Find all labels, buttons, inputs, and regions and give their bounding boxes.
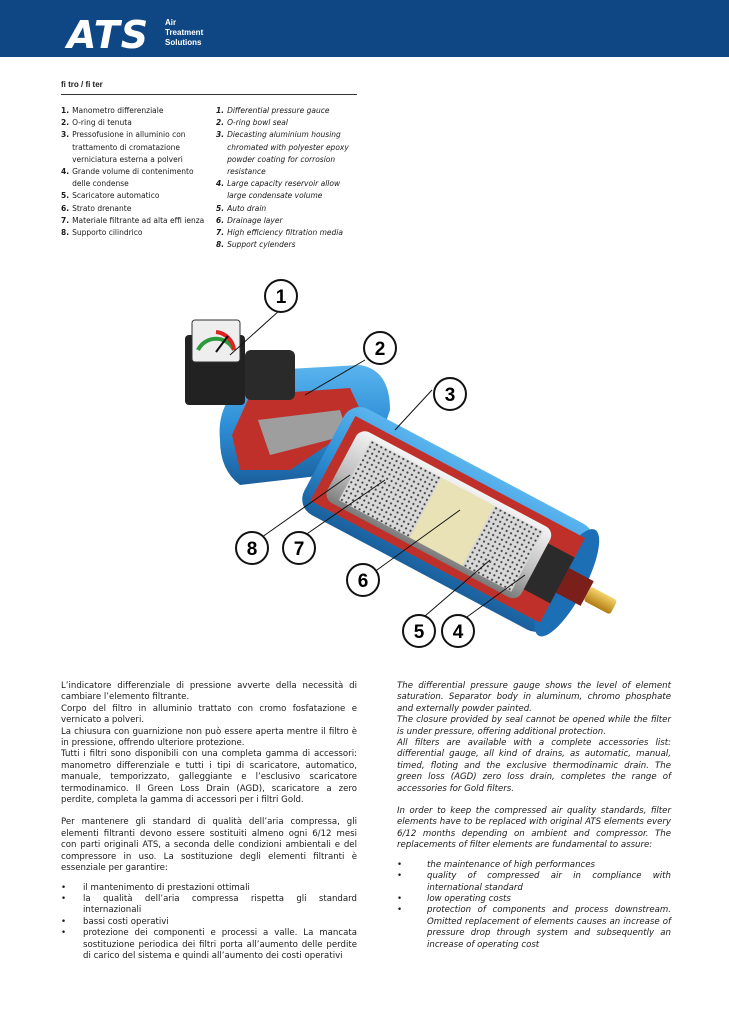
bullet-text: protezione dei componenti e processi a valle. La mancata sostituzione periodica dei filtri porta all’aumento delle perdite di carico del sistema e quindi all’aumento dei costi operativi bbox=[83, 928, 357, 961]
bullet-icon: • bbox=[397, 905, 403, 916]
bullet-text: the maintenance of high performances bbox=[427, 859, 596, 870]
spacer bbox=[397, 795, 671, 806]
paragraph: In order to keep the compressed air quality standards, filter elements have to be replaced with original ATS elements every 6/12 months depending on ambient and compressor. The replacements of filter elements are fundamental to assure: bbox=[397, 806, 671, 851]
item-number: 5. bbox=[61, 191, 70, 201]
section-title: fi tro / fi ter bbox=[61, 80, 103, 89]
svg-text:2: 2 bbox=[374, 339, 386, 360]
list-item bbox=[216, 227, 366, 239]
list-item bbox=[61, 203, 221, 215]
paragraph: The differential pressure gauge shows the level of element saturation. Separator body in aluminum, chromo phosphate and externally powder painted. bbox=[397, 681, 671, 714]
item-text: Strato drenante bbox=[72, 203, 132, 213]
item-text: O-ring bowl seal bbox=[227, 118, 288, 128]
item-text: O-ring di tenuta bbox=[72, 118, 132, 128]
bullet-text: quality of compressed air in compliance with international standard bbox=[427, 871, 671, 893]
list-item bbox=[216, 129, 366, 178]
paragraph: Tutti i filtri sono disponibili con una completa gamma di accessori: manometro differenziale e tutti i tipi di scaricatore, automatico, manuale, temporizzato, galleggiante e l’esclusivo scaricatore termodinamico. Il Green Loss Drain (AGD), scaricatore a zero perdite, completa la gamma di accessori per i filtri Gold. bbox=[61, 749, 357, 806]
list-item bbox=[216, 105, 366, 117]
list-item bbox=[61, 227, 221, 239]
bullet-text: protection of components and process downstream. Omitted replacement of elements causes an increase of pressure drop through system and subsequently an increase of operating cost bbox=[427, 905, 671, 950]
parts-list-english bbox=[216, 105, 366, 251]
list-item bbox=[216, 178, 366, 202]
description-english bbox=[397, 681, 671, 951]
callout-5 bbox=[403, 615, 435, 647]
item-number: 7. bbox=[216, 228, 225, 238]
list-item bbox=[216, 215, 366, 227]
benefits-list bbox=[61, 883, 357, 963]
bullet-text: bassi costi operativi bbox=[83, 916, 169, 927]
paragraph: La chiusura con guarnizione non può essere aperta mentre il filtro è in pressione, offrendo ulteriore protezione. bbox=[61, 726, 357, 749]
pressure-gauge bbox=[185, 320, 295, 405]
bullet-icon: • bbox=[397, 871, 403, 882]
bullet-text: il mantenimento di prestazioni ottimali bbox=[83, 882, 250, 893]
item-number: 7. bbox=[61, 215, 70, 225]
paragraph: L’indicatore differenziale di pressione avverte della necessità di cambiare l’elemento filtrante. bbox=[61, 681, 357, 703]
bullet-icon: • bbox=[397, 893, 403, 904]
item-text: Support cylenders bbox=[227, 240, 296, 250]
bullet-icon: • bbox=[61, 882, 67, 893]
item-text: Differential pressure gauce bbox=[227, 106, 330, 115]
tagline-line: Air bbox=[165, 18, 177, 27]
svg-text:1: 1 bbox=[275, 287, 287, 308]
callout-6 bbox=[347, 564, 379, 596]
parts-list-italian bbox=[61, 105, 221, 239]
bullet-icon: • bbox=[61, 928, 67, 939]
bullet-icon: • bbox=[397, 859, 403, 870]
callout-8 bbox=[236, 532, 268, 564]
item-number: 4. bbox=[216, 179, 225, 189]
item-number: 8. bbox=[216, 240, 225, 250]
list-item bbox=[61, 117, 221, 129]
callout-3 bbox=[434, 378, 466, 410]
item-text: Large capacity reservoir allow large condensate volume bbox=[227, 179, 341, 201]
bullet-icon: • bbox=[61, 916, 67, 927]
description-italian bbox=[61, 681, 357, 962]
list-item bbox=[61, 894, 357, 917]
list-item bbox=[216, 203, 366, 215]
callout-4 bbox=[442, 615, 474, 647]
item-number: 2. bbox=[216, 118, 225, 128]
list-item bbox=[61, 166, 221, 190]
list-item bbox=[397, 905, 671, 951]
item-text: Pressofusione in alluminio con trattamento di cromatazione verniciatura esterna a polveri bbox=[72, 130, 186, 164]
tagline-line: Solutions bbox=[165, 38, 202, 47]
callout-7 bbox=[283, 532, 315, 564]
title-divider bbox=[61, 94, 357, 95]
item-text: Diecasting aluminium housing chromated with polyester epoxy powder coating for corrosion resistance bbox=[227, 130, 349, 177]
svg-text:3: 3 bbox=[444, 385, 456, 406]
header-bar bbox=[0, 0, 729, 57]
list-item bbox=[61, 928, 357, 962]
list-item bbox=[61, 883, 357, 894]
paragraph: Corpo del filtro in alluminio trattato con cromo fosfatazione e vernicato a polveri. bbox=[61, 703, 357, 726]
svg-text:8: 8 bbox=[246, 539, 258, 560]
list-item bbox=[216, 117, 366, 129]
logo-tagline bbox=[165, 18, 203, 48]
paragraph: Per mantenere gli standard di qualità dell’aria compressa, gli elementi filtranti devono essere sostituiti almeno ogni 6/12 mesi con parti originali ATS, a seconda delle condizioni ambientali e del compressore in uso. La sostituzione degli elementi filtranti è essenziale per garantire: bbox=[61, 817, 357, 874]
item-number: 2. bbox=[61, 118, 70, 128]
bullet-text: la qualità dell’aria compressa rispetta gli standard internazionali bbox=[83, 893, 357, 916]
list-item bbox=[61, 105, 221, 117]
item-number: 8. bbox=[61, 228, 70, 238]
svg-text:4: 4 bbox=[452, 622, 464, 643]
ats-logo: ATS bbox=[67, 13, 150, 57]
list-item bbox=[397, 871, 671, 894]
list-item bbox=[397, 894, 671, 905]
item-number: 1. bbox=[61, 106, 70, 115]
paragraph: All filters are available with a complete accessories list: differential gauge, all kind of drains, as automatic, manual, timed, floting and the exclusive thermodinamic drain. The green loss (AGD) zero loss drain, completes the range of accessories for Gold filters. bbox=[397, 738, 671, 794]
spacer bbox=[61, 806, 357, 817]
tagline-line: Treatment bbox=[165, 28, 204, 37]
item-text: Manometro differenziale bbox=[72, 106, 164, 115]
item-text: Grande volume di contenimento delle condense bbox=[72, 167, 194, 189]
paragraph: The closure provided by seal cannot be opened while the filter is under pressure, offering additional protection. bbox=[397, 715, 671, 737]
filter-bowl bbox=[293, 401, 620, 650]
item-text: Auto drain bbox=[227, 203, 267, 213]
list-item bbox=[397, 860, 671, 871]
item-number: 3. bbox=[216, 130, 225, 140]
callout-1 bbox=[265, 280, 297, 312]
item-text: Materiale filtrante ad alta effi ienza bbox=[72, 215, 205, 225]
item-text: Drainage layer bbox=[227, 215, 283, 225]
bullet-icon: • bbox=[61, 893, 67, 904]
item-number: 6. bbox=[61, 203, 70, 213]
bullet-text: low operating costs bbox=[427, 893, 511, 904]
list-item bbox=[61, 129, 221, 166]
benefits-list bbox=[397, 860, 671, 951]
svg-text:6: 6 bbox=[357, 571, 369, 592]
svg-text:7: 7 bbox=[293, 539, 305, 560]
item-number: 4. bbox=[61, 167, 70, 177]
item-text: Supporto cilindrico bbox=[72, 228, 143, 238]
item-number: 5. bbox=[216, 203, 225, 213]
list-item bbox=[61, 917, 357, 928]
item-text: Scaricatore automatico bbox=[72, 191, 160, 201]
item-number: 6. bbox=[216, 215, 225, 225]
list-item bbox=[61, 215, 221, 227]
svg-text:5: 5 bbox=[413, 622, 425, 643]
filter-cutaway-illustration bbox=[170, 270, 620, 650]
list-item bbox=[216, 239, 366, 251]
item-number: 1. bbox=[216, 106, 225, 115]
callout-2 bbox=[364, 332, 396, 364]
list-item bbox=[61, 190, 221, 202]
item-number: 3. bbox=[61, 130, 70, 140]
item-text: High efficiency filtration media bbox=[227, 228, 343, 238]
